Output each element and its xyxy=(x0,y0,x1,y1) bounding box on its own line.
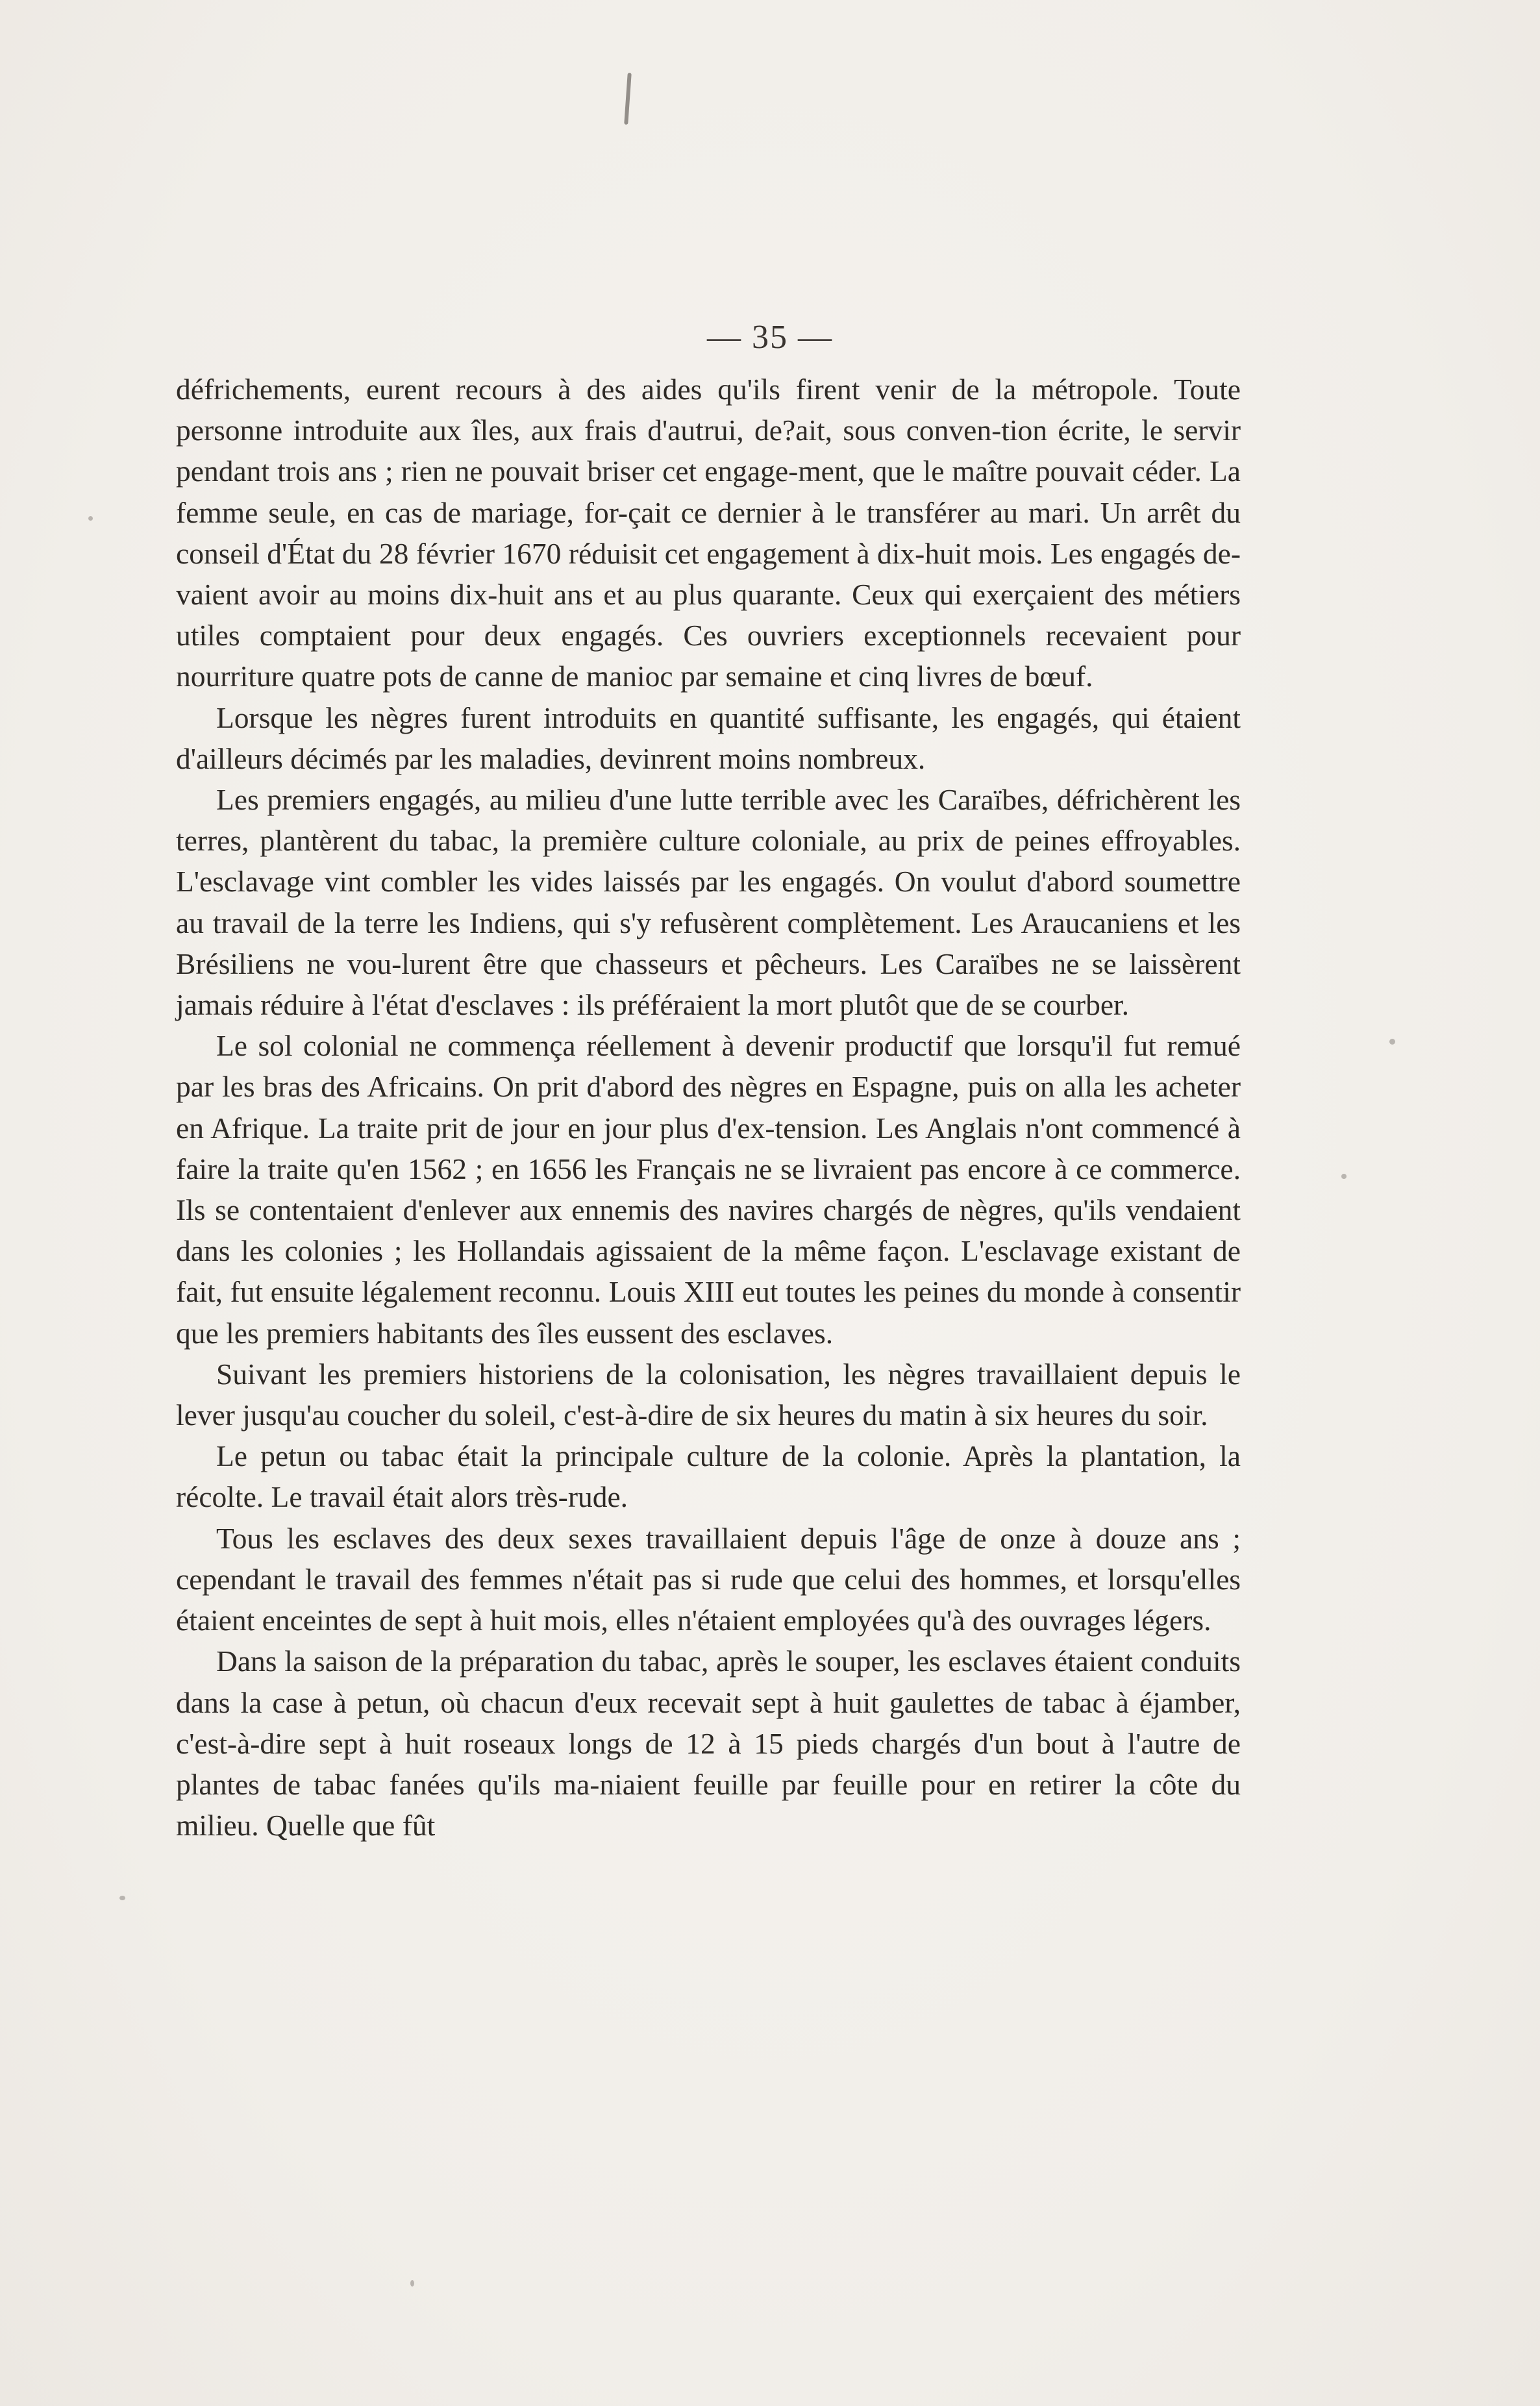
paragraph-6: Le petun ou tabac était la principale culture de la colonie. Après la plantation, la récolte. Le travail était alors très-rude. xyxy=(176,1439,1241,1514)
body-text xyxy=(176,369,1241,1846)
paper-speck xyxy=(410,2280,414,2287)
paper-speck xyxy=(1341,1174,1347,1179)
paper-speck xyxy=(1389,1039,1395,1045)
page-number: — 35 — xyxy=(707,319,833,356)
paragraph-5: Suivant les premiers historiens de la colonisation, les nègres travaillaient depuis le lever jusqu'au coucher du soleil, c'est-à-dire de six heures du matin à six heures du soir. xyxy=(176,1357,1241,1432)
paper-speck xyxy=(119,1896,125,1900)
paragraph-2: Lorsque les nègres furent introduits en quantité suffisante, les engagés, qui étaient d'ailleurs décimés par les maladies, devinrent moins nombreux. xyxy=(176,701,1241,775)
paragraph-3: Les premiers engagés, au milieu d'une lutte terrible avec les Caraïbes, défrichèrent les terres, plantèrent du tabac, la première culture coloniale, au prix de peines effroyables. L'esclavage vint combler les vides laissés par les engagés. On voulut d'abord soumettre au travail de la terre les Indiens, qui s'y refusèrent complètement. Les Araucaniens et les Brésiliens ne vou-lurent être que chasseurs et pêcheurs. Les Caraïbes ne se laissèrent jamais réduire à l'état d'esclaves : ils préféraient la mort plutôt que de se courber. xyxy=(176,783,1241,1022)
paragraph-7: Tous les esclaves des deux sexes travaillaient depuis l'âge de onze à douze ans ; cependant le travail des femmes n'était pas si rude que celui des hommes, et lorsqu'elles étaient enceintes de sept à huit mois, elles n'étaient employées qu'à des ouvrages légers. xyxy=(176,1521,1241,1637)
paragraph-4: Le sol colonial ne commença réellement à devenir productif que lorsqu'il fut remué par les bras des Africains. On prit d'abord des nègres en Espagne, puis on alla les acheter en Afrique. La traite prit de jour en jour plus d'ex-tension. Les Anglais n'ont commencé à faire la traite qu'en 1562 ; en 1656 les Français ne se livraient pas encore à ce commerce. Ils se contentaient d'enlever aux ennemis des navires chargés de nègres, qu'ils vendaient dans les colonies ; les Hollandais agissaient de la même façon. L'esclavage existant de fait, fut ensuite légalement reconnu. Louis XIII eut toutes les peines du monde à consentir que les premiers habitants des îles eussent des esclaves. xyxy=(176,1029,1241,1350)
ink-mark xyxy=(624,73,632,125)
paragraph-8: Dans la saison de la préparation du tabac, après le souper, les esclaves étaient conduits dans la case à petun, où chacun d'eux recevait sept à huit gaulettes de tabac à éjamber, c'est-à-dire sept à huit roseaux longs de 12 à 15 pieds chargés d'un bout à l'autre de plantes de tabac fanées qu'ils ma-niaient feuille par feuille pour en retirer la côte du milieu. Quelle que fût xyxy=(176,1644,1241,1842)
paragraph-1: défrichements, eurent recours à des aides qu'ils firent venir de la métropole. Toute personne introduite aux îles, aux frais d'autrui, de?ait, sous conven-tion écrite, le servir pendant trois ans ; rien ne pouvait briser cet engage-ment, que le maître pouvait céder. La femme seule, en cas de mariage, for-çait ce dernier à le transférer au mari. Un arrêt du conseil d'État du 28 février 1670 réduisit cet engagement à dix-huit mois. Les engagés de-vaient avoir au moins dix-huit ans et au plus quarante. Ceux qui exerçaient des métiers utiles comptaient pour deux engagés. Ces ouvriers exceptionnels recevaient pour nourriture quatre pots de canne de manioc par semaine et cinq livres de bœuf. xyxy=(176,373,1241,693)
paper-speck xyxy=(88,516,93,521)
